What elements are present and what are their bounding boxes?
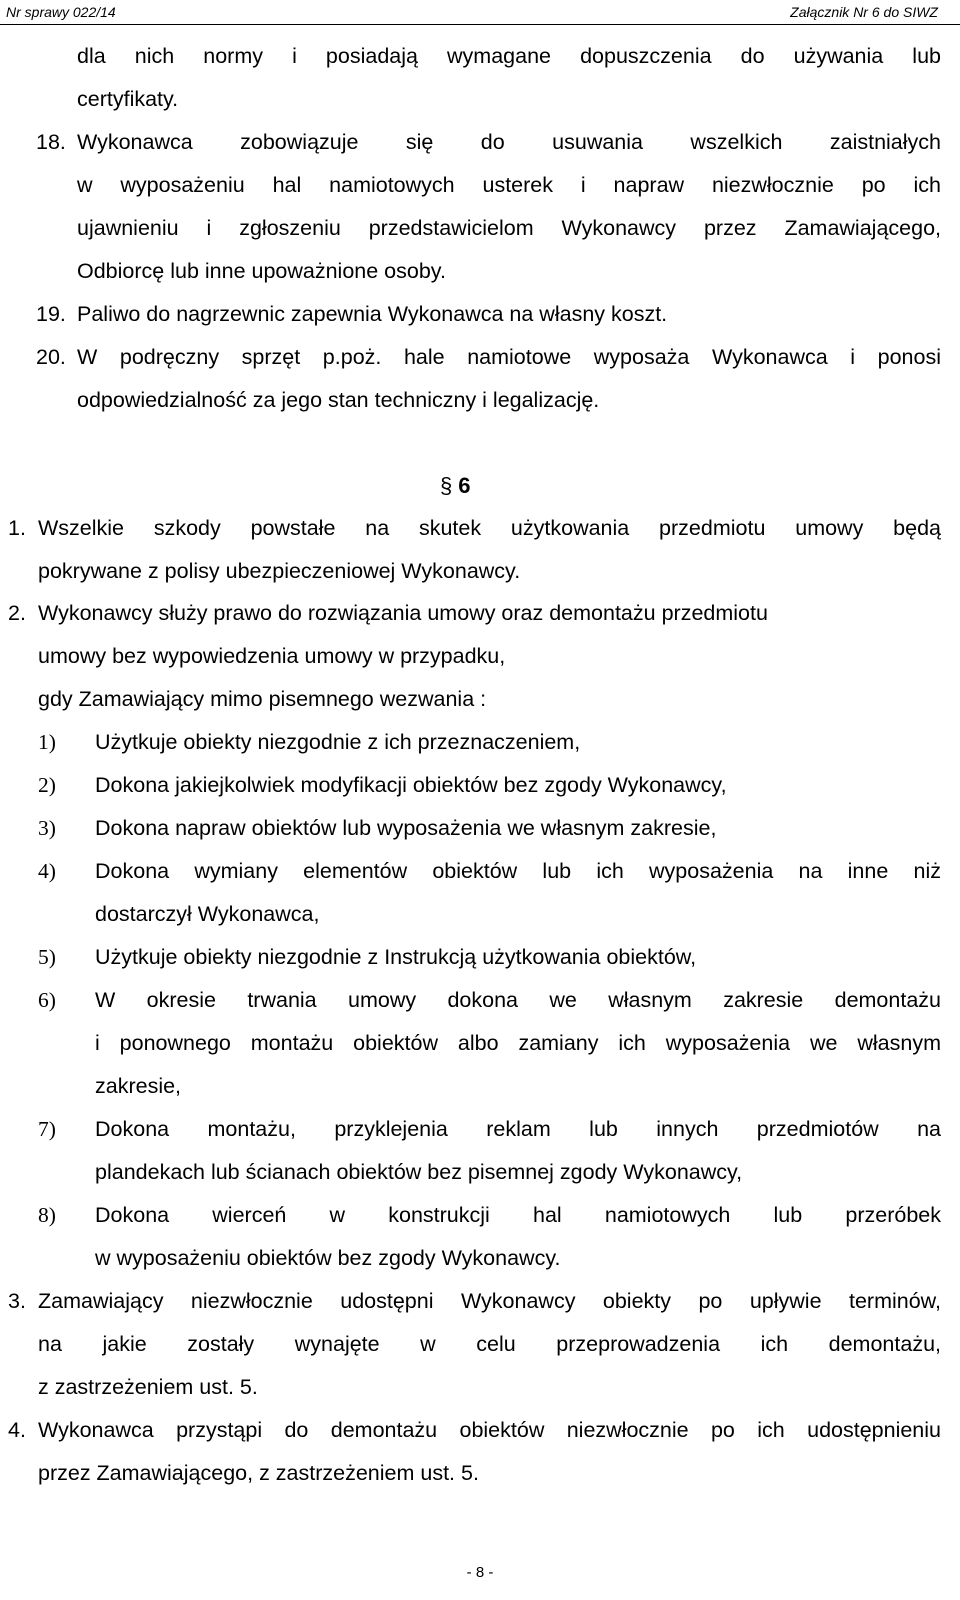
text-line: Wszelkie szkody powstałe na skutek użytkowania przedmiotu umowy będą <box>38 516 941 540</box>
text-line: Odbiorcę lub inne upoważnione osoby. <box>77 259 446 283</box>
text-line: plandekach lub ścianach obiektów bez pisemnej zgody Wykonawcy, <box>95 1160 743 1184</box>
subitem-number: 2) <box>38 773 56 797</box>
item-number: 2. <box>8 601 26 625</box>
text-line: w wyposażeniu hal namiotowych usterek i napraw niezwłocznie po ich <box>77 173 941 197</box>
text-line: z zastrzeżeniem ust. 5. <box>38 1375 258 1399</box>
list-item-19 <box>77 293 941 336</box>
header-case-number: Nr sprawy 022/14 <box>6 4 116 20</box>
text-line: Zamawiający niezwłocznie udostępni Wykonawcy obiekty po upływie terminów, <box>38 1289 941 1313</box>
header-divider <box>0 24 960 25</box>
section-item-3 <box>38 1280 941 1409</box>
continued-paragraph <box>77 35 941 121</box>
text-line: odpowiedzialność za jego stan techniczny i legalizację. <box>77 388 600 412</box>
page-number: - 8 - <box>466 1564 494 1581</box>
text-line: w wyposażeniu obiektów bez zgody Wykonawcy. <box>95 1246 561 1270</box>
text-line: Wykonawca przystąpi do demontażu obiektów niezwłocznie po ich udostępnieniu <box>38 1418 941 1442</box>
text-line: dla nich normy i posiadają wymagane dopuszczenia do używania lub <box>77 44 941 68</box>
item-number: 18. <box>36 130 66 154</box>
text-line: gdy Zamawiający mimo pisemnego wezwania : <box>38 687 487 711</box>
text-line: i ponownego montażu obiektów albo zamiany ich wyposażenia we własnym <box>95 1031 941 1055</box>
text-line: Dokona wymiany elementów obiektów lub ich wyposażenia na inne niż <box>95 859 941 883</box>
text-line: Dokona napraw obiektów lub wyposażenia we własnym zakresie, <box>95 816 717 840</box>
text-line: Paliwo do nagrzewnic zapewnia Wykonawca na własny koszt. <box>77 302 668 326</box>
section-number: 6 <box>458 473 471 498</box>
text-line: pokrywane z polisy ubezpieczeniowej Wykonawcy. <box>38 559 521 583</box>
text-line: umowy bez wypowiedzenia umowy w przypadku, <box>38 644 506 668</box>
text-line: Użytkuje obiekty niezgodnie z Instrukcją użytkowania obiektów, <box>95 945 697 969</box>
subitem-7 <box>95 1108 941 1194</box>
text-line: na jakie zostały wynajęte w celu przeprowadzenia ich demontażu, <box>38 1332 941 1356</box>
subitem-6 <box>95 979 941 1108</box>
header-attachment-label: Załącznik Nr 6 do SIWZ <box>790 4 938 20</box>
text-line: W podręczny sprzęt p.poż. hale namiotowe wyposaża Wykonawca i ponosi <box>77 345 941 369</box>
item-number: 20. <box>36 345 66 369</box>
subitem-number: 8) <box>38 1203 56 1227</box>
subitem-2 <box>95 764 941 807</box>
subitem-number: 1) <box>38 730 56 754</box>
item-number: 1. <box>8 516 26 540</box>
subitem-1 <box>95 721 941 764</box>
text-line: certyfikaty. <box>77 87 179 111</box>
subitem-number: 4) <box>38 859 56 883</box>
text-line: przez Zamawiającego, z zastrzeżeniem ust. 5. <box>38 1461 479 1485</box>
section-item-4 <box>38 1409 941 1495</box>
subitem-8 <box>95 1194 941 1280</box>
text-line: dostarczył Wykonawca, <box>95 902 320 926</box>
subitem-5 <box>95 936 941 979</box>
list-item-20 <box>77 336 941 422</box>
text-line: Dokona jakiejkolwiek modyfikacji obiektów bez zgody Wykonawcy, <box>95 773 727 797</box>
subitem-3 <box>95 807 941 850</box>
text-line: W okresie trwania umowy dokona we własnym zakresie demontażu <box>95 988 941 1012</box>
text-line: Użytkuje obiekty niezgodnie z ich przeznaczeniem, <box>95 730 581 754</box>
section-item-1 <box>38 507 941 593</box>
subitem-number: 6) <box>38 988 56 1012</box>
item-number: 3. <box>8 1289 26 1313</box>
subitem-number: 5) <box>38 945 56 969</box>
text-line: zakresie, <box>95 1074 182 1098</box>
section-sign: § <box>440 473 453 498</box>
item-number: 19. <box>36 302 66 326</box>
subitem-4 <box>95 850 941 936</box>
subitem-number: 7) <box>38 1117 56 1141</box>
text-line: Dokona montażu, przyklejenia reklam lub innych przedmiotów na <box>95 1117 941 1141</box>
item-number: 4. <box>8 1418 26 1442</box>
subitem-number: 3) <box>38 816 56 840</box>
text-line: ujawnieniu i zgłoszeniu przedstawicielom Wykonawcy przez Zamawiającego, <box>77 216 941 240</box>
list-item-18 <box>77 121 941 293</box>
text-line: Wykonawcy służy prawo do rozwiązania umowy oraz demontażu przedmiotu <box>38 601 768 625</box>
section-heading <box>440 468 471 504</box>
text-line: Wykonawca zobowiązuje się do usuwania wszelkich zaistniałych <box>77 130 941 154</box>
text-line: Dokona wierceń w konstrukcji hal namiotowych lub przeróbek <box>95 1203 941 1227</box>
section-item-2 <box>38 592 941 721</box>
